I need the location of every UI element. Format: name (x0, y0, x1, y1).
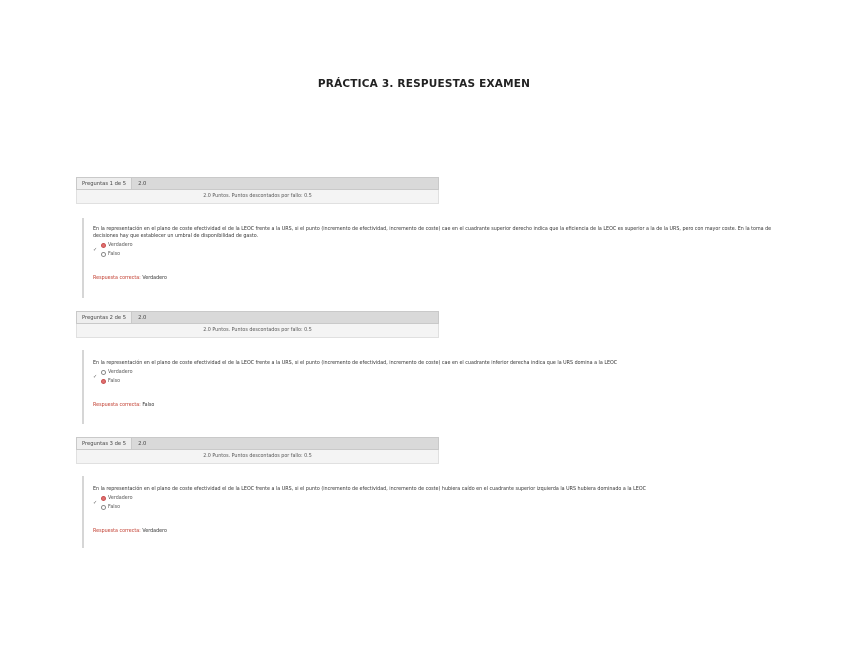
question-scoring: 2.0 Puntos. Puntos descontados por fallo: 0.5 (76, 190, 439, 204)
option-falso[interactable] (93, 377, 792, 386)
correct-answer-label: Respuesta correcta: (93, 529, 141, 534)
correct-answer (93, 276, 792, 281)
option-verdadero[interactable] (93, 494, 792, 503)
radio-icon[interactable] (101, 370, 106, 375)
answer-options (93, 494, 792, 512)
option-falso[interactable] (93, 503, 792, 512)
question-header (76, 437, 439, 465)
check-icon: ✓ (93, 500, 98, 506)
question-scoring: 2.0 Puntos. Puntos descontados por fallo: 0.5 (76, 450, 439, 464)
correct-answer-label: Respuesta correcta: (93, 276, 141, 281)
answer-options (93, 368, 792, 386)
question-body (82, 476, 792, 548)
option-label: Falso (108, 505, 121, 510)
radio-selected-icon[interactable] (101, 496, 106, 501)
option-label: Verdadero (108, 370, 133, 375)
question-scoring: 2.0 Puntos. Puntos descontados por fallo: 0.5 (76, 324, 439, 338)
correct-answer-label: Respuesta correcta: (93, 403, 141, 408)
question-body (82, 350, 792, 424)
question-header (76, 177, 439, 205)
question-number: Preguntas 1 de 5 (77, 178, 132, 189)
question-bar (76, 437, 439, 450)
radio-selected-icon[interactable] (101, 379, 106, 384)
radio-selected-icon[interactable] (101, 243, 106, 248)
question-bar (76, 177, 439, 190)
question-text: En la representación en el plano de coste efectividad el de la LEOC frente a la URS, si el punto (incremento de efectividad, incremento de coste) cae en el cuadrante inferior derecha indica que la URS domina a la LEOC (93, 361, 618, 366)
option-verdadero[interactable] (93, 241, 792, 250)
radio-icon[interactable] (101, 505, 106, 510)
correct-answer-value: Verdadero (142, 276, 167, 281)
correct-answer (93, 403, 792, 408)
option-falso[interactable] (93, 250, 792, 259)
question-number: Preguntas 2 de 5 (77, 312, 132, 323)
option-label: Falso (108, 252, 121, 257)
option-verdadero[interactable] (93, 368, 792, 377)
question-text: En la representación en el plano de coste efectividad el de la LEOC frente a la URS, si el punto (incremento de efectividad, incremento de coste) hubiera caído en el cuadrante superior izquierda la URS hubiera dominado a la LEOC (93, 487, 646, 492)
correct-answer-value: Verdadero (142, 529, 167, 534)
question-bar (76, 311, 439, 324)
option-label: Verdadero (108, 243, 133, 248)
question-number: Preguntas 3 de 5 (77, 438, 132, 449)
question-body (82, 218, 792, 298)
correct-answer (93, 529, 792, 534)
question-points: 2.0 (138, 440, 147, 447)
question-points: 2.0 (138, 314, 147, 321)
question-text: En la representación en el plano de coste efectividad el de la LEOC frente a la URS, si el punto (incremento de efectividad, incremento de coste) cae en el cuadrante superior derecho indica que la eficiencia de la LEOC es superior a la de la URS, pero con mayor coste. En la toma de decisiones hay que establecer un umbral de disponibilidad de gasto. (93, 227, 772, 239)
check-icon: ✓ (93, 374, 98, 380)
check-icon: ✓ (93, 247, 98, 253)
option-label: Falso (108, 379, 121, 384)
question-points: 2.0 (138, 180, 147, 187)
correct-answer-value: Falso (142, 403, 155, 408)
radio-icon[interactable] (101, 252, 106, 257)
page-title: PRÁCTICA 3. RESPUESTAS EXAMEN (317, 78, 531, 90)
answer-options (93, 241, 792, 259)
question-header (76, 311, 439, 339)
option-label: Verdadero (108, 496, 133, 501)
